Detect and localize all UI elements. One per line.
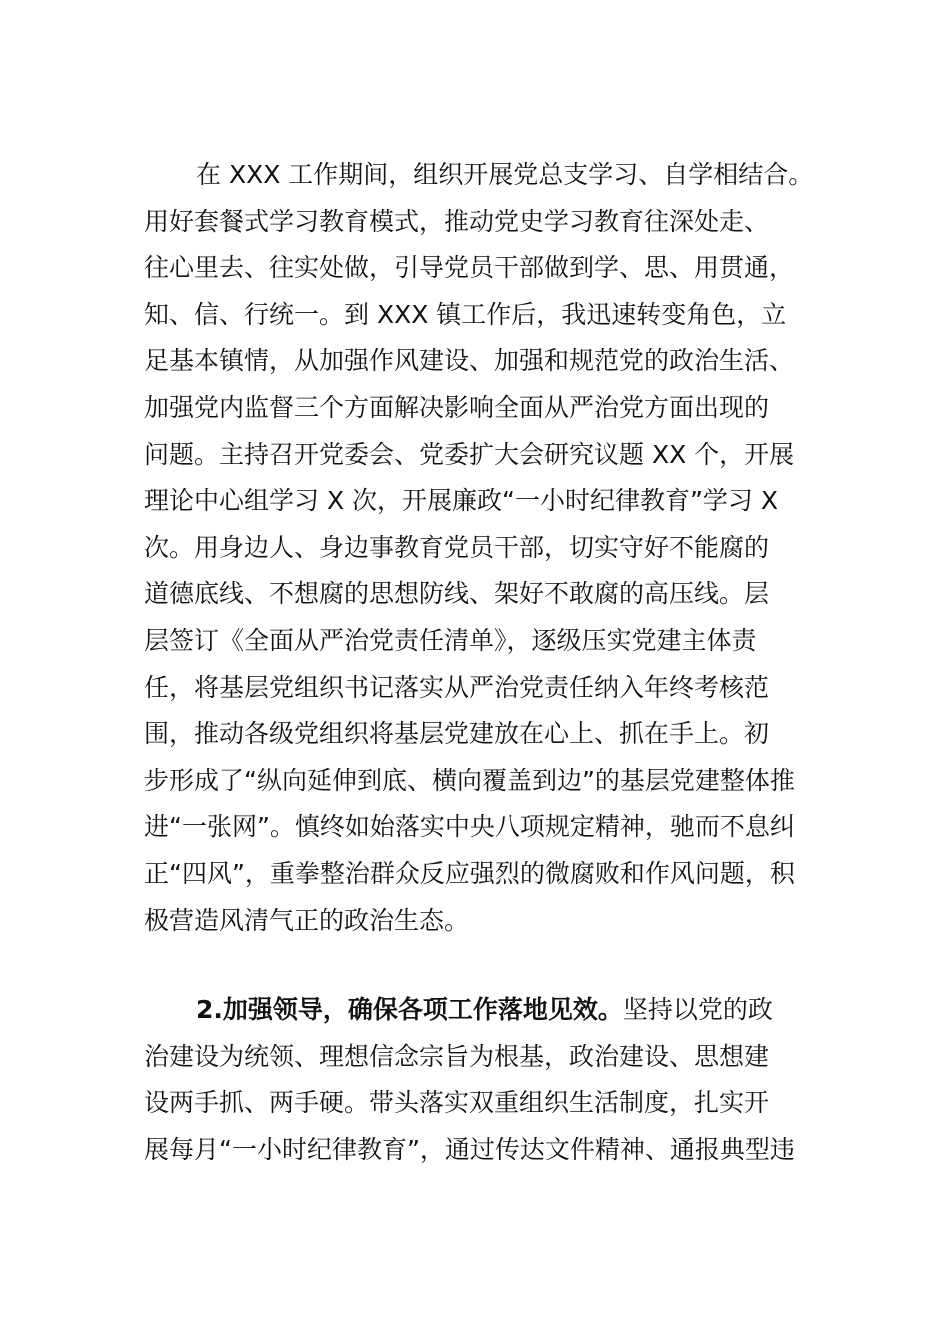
paragraph-2-line: 展每月“一小时纪律教育”，通过传达文件精神、通报典型违	[144, 1134, 795, 1164]
section-heading: 2.加强领导，确保各项工作落地见效。	[196, 995, 623, 1025]
paragraph-1-line: 足基本镇情，从加强作风建设、加强和规范党的政治生活、	[144, 346, 795, 376]
paragraph-1-line: 围，推动各级党组织将基层党建放在心上、抓在手上。初	[144, 719, 770, 749]
paragraph-1-line: 问题。主持召开党委会、党委扩大会研究议题 XX 个，开展	[144, 439, 795, 469]
paragraph-1-line: 次。用身边人、身边事教育党员干部，切实守好不能腐的	[144, 532, 770, 562]
paragraph-2-line: 设两手抓、两手硬。带头落实双重组织生活制度，扎实开	[144, 1088, 770, 1118]
paragraph-1-line: 往心里去、往实处做，引导党员干部做到学、思、用贯通，	[144, 253, 795, 283]
paragraph-spacer	[144, 944, 814, 987]
paragraph-1-line: 任，将基层党组织书记落实从严治党责任纳入年终考核范	[144, 672, 770, 702]
paragraph-1-line: 加强党内监督三个方面解决影响全面从严治党方面出现的	[144, 392, 770, 422]
paragraph-1-line: 用好套餐式学习教育模式，推动党史学习教育往深处走、	[144, 206, 770, 236]
paragraph-2-line: 治建设为统领、理想信念宗旨为根基，政治建设、思想建	[144, 1041, 770, 1071]
paragraph-2-text: 坚持以党的政	[622, 995, 773, 1025]
paragraph-1-line: 进“一张网”。慎终如始落实中央八项规定精神，驰而不息纠	[144, 812, 795, 842]
paragraph-1-line: 正“四风”，重拳整治群众反应强烈的微腐败和作风问题，积	[144, 858, 795, 888]
paragraph-1-line: 在 XXX 工作期间，组织开展党总支学习、自学相结合。	[196, 160, 814, 189]
paragraph-1-line: 知、信、行统一。到 XXX 镇工作后，我迅速转变角色，立	[144, 299, 787, 329]
paragraph-1-line: 理论中心组学习 X 次，开展廉政“一小时纪律教育”学习 X	[144, 486, 778, 516]
paragraph-1-line: 步形成了“纵向延伸到底、横向覆盖到边”的基层党建整体推	[144, 765, 795, 795]
document-body	[144, 152, 814, 1173]
paragraph-1-line: 层签订《全面从严治党责任清单》，逐级压实党建主体责	[144, 625, 757, 655]
paragraph-2-first-line	[144, 987, 814, 1034]
paragraph-1-line: 道德底线、不想腐的思想防线、架好不敢腐的高压线。层	[144, 579, 770, 609]
paragraph-1-line: 极营造风清气正的政治生态。	[144, 905, 470, 935]
